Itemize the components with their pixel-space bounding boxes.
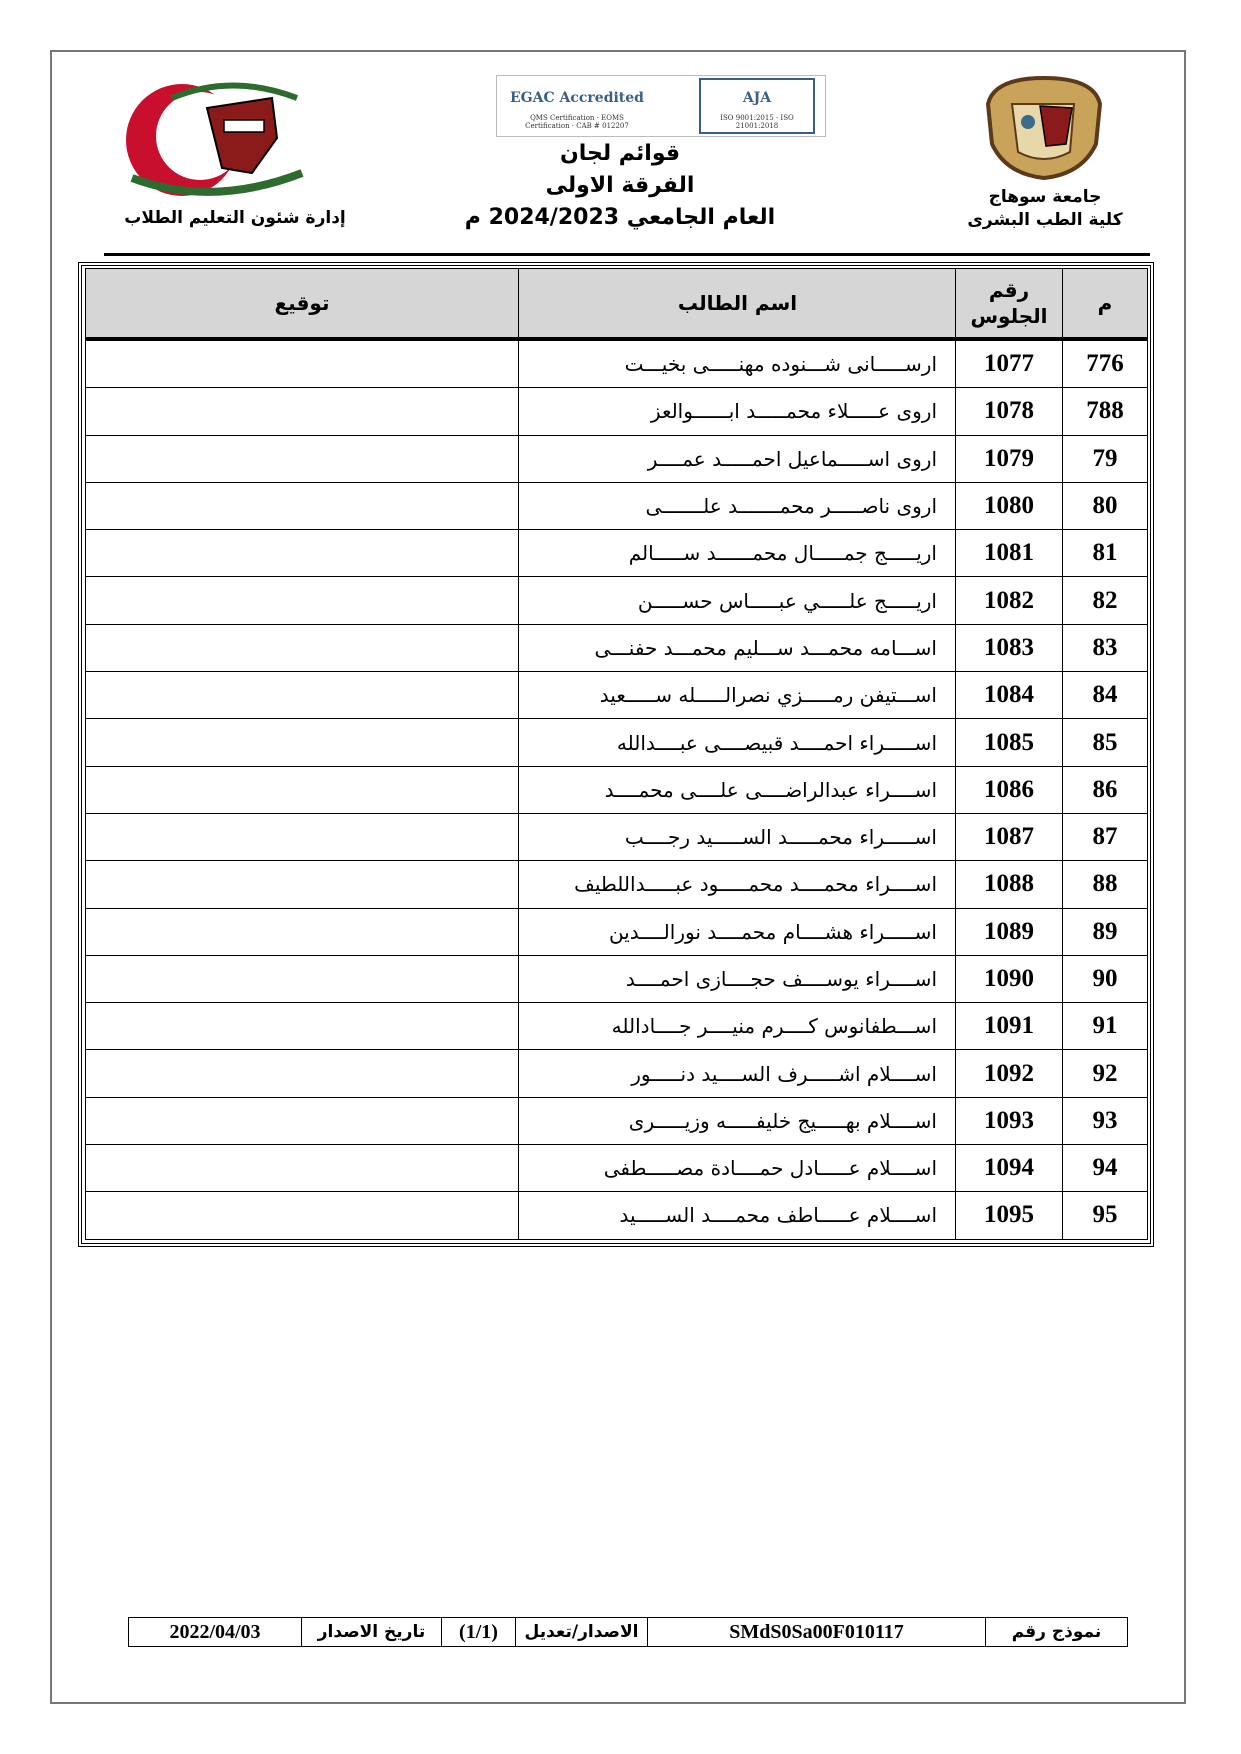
signature-cell [86, 482, 519, 529]
signature-cell [86, 530, 519, 577]
table-row [86, 1097, 1148, 1144]
row-number: 80 [1063, 482, 1148, 529]
seat-number: 1084 [956, 672, 1063, 719]
student-name: اروى اســـــماعيل احمـــــد عمــــر [519, 435, 956, 482]
student-name: اســـــراء هشــــام محمــــد نورالــــدين [519, 908, 956, 955]
egac-badge [507, 80, 647, 132]
row-number: 91 [1063, 1003, 1148, 1050]
seat-number: 1090 [956, 955, 1063, 1002]
row-number: 94 [1063, 1145, 1148, 1192]
signature-cell [86, 577, 519, 624]
table-row [86, 766, 1148, 813]
student-name: اســــلام عـــــادل حمــــادة مصـــــطفى [519, 1145, 956, 1192]
university-block [960, 186, 1130, 232]
student-name: اريـــــج علـــــي عبـــــاس حســـــن [519, 577, 956, 624]
signature-cell [86, 1192, 519, 1239]
signature-cell [86, 908, 519, 955]
signature-cell [86, 1003, 519, 1050]
row-number: 82 [1063, 577, 1148, 624]
signature-cell [86, 1145, 519, 1192]
table-row [86, 339, 1148, 388]
row-number: 87 [1063, 813, 1148, 860]
university-seal-icon [982, 74, 1106, 180]
row-number: 95 [1063, 1192, 1148, 1239]
university-name: جامعة سوهاج [988, 187, 1102, 207]
aja-title: AJA [742, 90, 772, 106]
student-name: اســــلام بهـــــيج خليفـــــه وزيـــــرى [519, 1097, 956, 1144]
header-seat-line2: الجلوس [970, 304, 1048, 328]
issue-date-value: 2022/04/03 [169, 1620, 261, 1643]
table-row [86, 1192, 1148, 1239]
seat-number: 1082 [956, 577, 1063, 624]
table-row [86, 719, 1148, 766]
seat-number: 1081 [956, 530, 1063, 577]
student-name: اســـامه محمـــد ســـليم محمـــد حفنـــى [519, 624, 956, 671]
student-name: ارســـــانى شـــنوده مهنـــــى بخيـــت [519, 339, 956, 388]
row-number: 93 [1063, 1097, 1148, 1144]
seat-number: 1080 [956, 482, 1063, 529]
seat-number: 1078 [956, 388, 1063, 435]
row-number: 79 [1063, 435, 1148, 482]
header-signature: توقيع [86, 269, 519, 340]
signature-cell [86, 435, 519, 482]
table-row [86, 908, 1148, 955]
table-row [86, 577, 1148, 624]
seat-number: 1091 [956, 1003, 1063, 1050]
header-seat-line1: رقم [988, 278, 1030, 302]
signature-cell [86, 388, 519, 435]
table-row [86, 861, 1148, 908]
signature-cell [86, 672, 519, 719]
student-name: اســــلام اشـــــرف الســــيد دنـــــور [519, 1050, 956, 1097]
seat-number: 1086 [956, 766, 1063, 813]
table-row [86, 1145, 1148, 1192]
form-number-value: SMdS0Sa00F010117 [647, 1618, 985, 1646]
row-number: 85 [1063, 719, 1148, 766]
title-line-3: العام الجامعي 2024/2023 م [464, 205, 776, 230]
table-row [86, 1050, 1148, 1097]
student-name: اســـــراء محمـــــد الســـــيد رجــــب [519, 813, 956, 860]
seat-number: 1095 [956, 1192, 1063, 1239]
student-name: اســـطفانوس كــــرم منيــــر جــــادالله [519, 1003, 956, 1050]
header-num: م [1063, 269, 1148, 340]
table-row [86, 1003, 1148, 1050]
egac-title: EGAC Accredited [510, 90, 644, 106]
signature-cell [86, 1050, 519, 1097]
seat-number: 1083 [956, 624, 1063, 671]
student-name: اســـتيفن رمـــــزي نصرالـــــله ســـــعيد [519, 672, 956, 719]
seat-number: 1088 [956, 861, 1063, 908]
aja-badge [699, 78, 815, 134]
student-name: اســــراء يوســــف حجــــازى احمــــد [519, 955, 956, 1002]
signature-cell [86, 1097, 519, 1144]
aja-text: ISO 9001:2015 · ISO 21001:2018 [720, 114, 794, 130]
seat-number: 1093 [956, 1097, 1063, 1144]
seat-number: 1077 [956, 339, 1063, 388]
faculty-name: كلية الطب البشرى [967, 210, 1123, 230]
signature-cell [86, 719, 519, 766]
student-name: اســــلام عـــــاطف محمــــد الســـــيد [519, 1192, 956, 1239]
table-header-row [86, 269, 1148, 340]
student-name: اســــراء عبدالراضــــى علــــى محمــــد [519, 766, 956, 813]
row-number: 776 [1063, 339, 1148, 388]
edition-value: (1/1) [441, 1618, 515, 1646]
table-row [86, 672, 1148, 719]
document-title [430, 138, 810, 234]
seat-number: 1079 [956, 435, 1063, 482]
signature-cell [86, 813, 519, 860]
student-name: اريـــــج جمـــــال محمــــــد ســـــالم [519, 530, 956, 577]
table-row [86, 388, 1148, 435]
signature-cell [86, 861, 519, 908]
seat-number: 1087 [956, 813, 1063, 860]
table-row [86, 813, 1148, 860]
header-divider [104, 253, 1150, 256]
title-line-2: الفرقة الاولى [545, 173, 695, 198]
student-name: اســـــراء احمــــد قبيصــــى عبــــدالله [519, 719, 956, 766]
title-line-1: قوائم لجان [559, 141, 681, 166]
row-number: 86 [1063, 766, 1148, 813]
table-row [86, 624, 1148, 671]
row-number: 88 [1063, 861, 1148, 908]
table-row [86, 530, 1148, 577]
table-row [86, 955, 1148, 1002]
seat-number: 1092 [956, 1050, 1063, 1097]
certification-banner [496, 75, 826, 137]
signature-cell [86, 766, 519, 813]
signature-cell [86, 339, 519, 388]
issue-date-label: تاريخ الاصدار [301, 1618, 441, 1646]
student-name: اروى عـــــلاء محمـــــد ابــــــوالعز [519, 388, 956, 435]
signature-cell [86, 955, 519, 1002]
seat-number: 1094 [956, 1145, 1063, 1192]
student-name: اروى ناصـــــر محمـــــــد علـــــــى [519, 482, 956, 529]
row-number: 788 [1063, 388, 1148, 435]
row-number: 92 [1063, 1050, 1148, 1097]
edition-label: الاصدار/تعديل [515, 1618, 647, 1646]
row-number: 90 [1063, 955, 1148, 1002]
table-row [86, 482, 1148, 529]
department-name: إدارة شئون التعليم الطلاب [124, 208, 346, 228]
faculty-logo-icon [112, 78, 312, 198]
student-name: اســــراء محمــــد محمـــــود عبـــــداللطيف [519, 861, 956, 908]
header-name: اسم الطالب [519, 269, 956, 340]
signature-cell [86, 624, 519, 671]
row-number: 83 [1063, 624, 1148, 671]
egac-text: QMS Certification · EOMS Certification · CAB # 012207 [525, 114, 629, 130]
table-row [86, 435, 1148, 482]
row-number: 84 [1063, 672, 1148, 719]
seat-number: 1089 [956, 908, 1063, 955]
row-number: 89 [1063, 908, 1148, 955]
form-footer [128, 1617, 1128, 1647]
committee-table [85, 268, 1148, 1240]
header-seat [956, 269, 1063, 340]
form-number-label: نموذج رقم [985, 1618, 1127, 1646]
seat-number: 1085 [956, 719, 1063, 766]
row-number: 81 [1063, 530, 1148, 577]
